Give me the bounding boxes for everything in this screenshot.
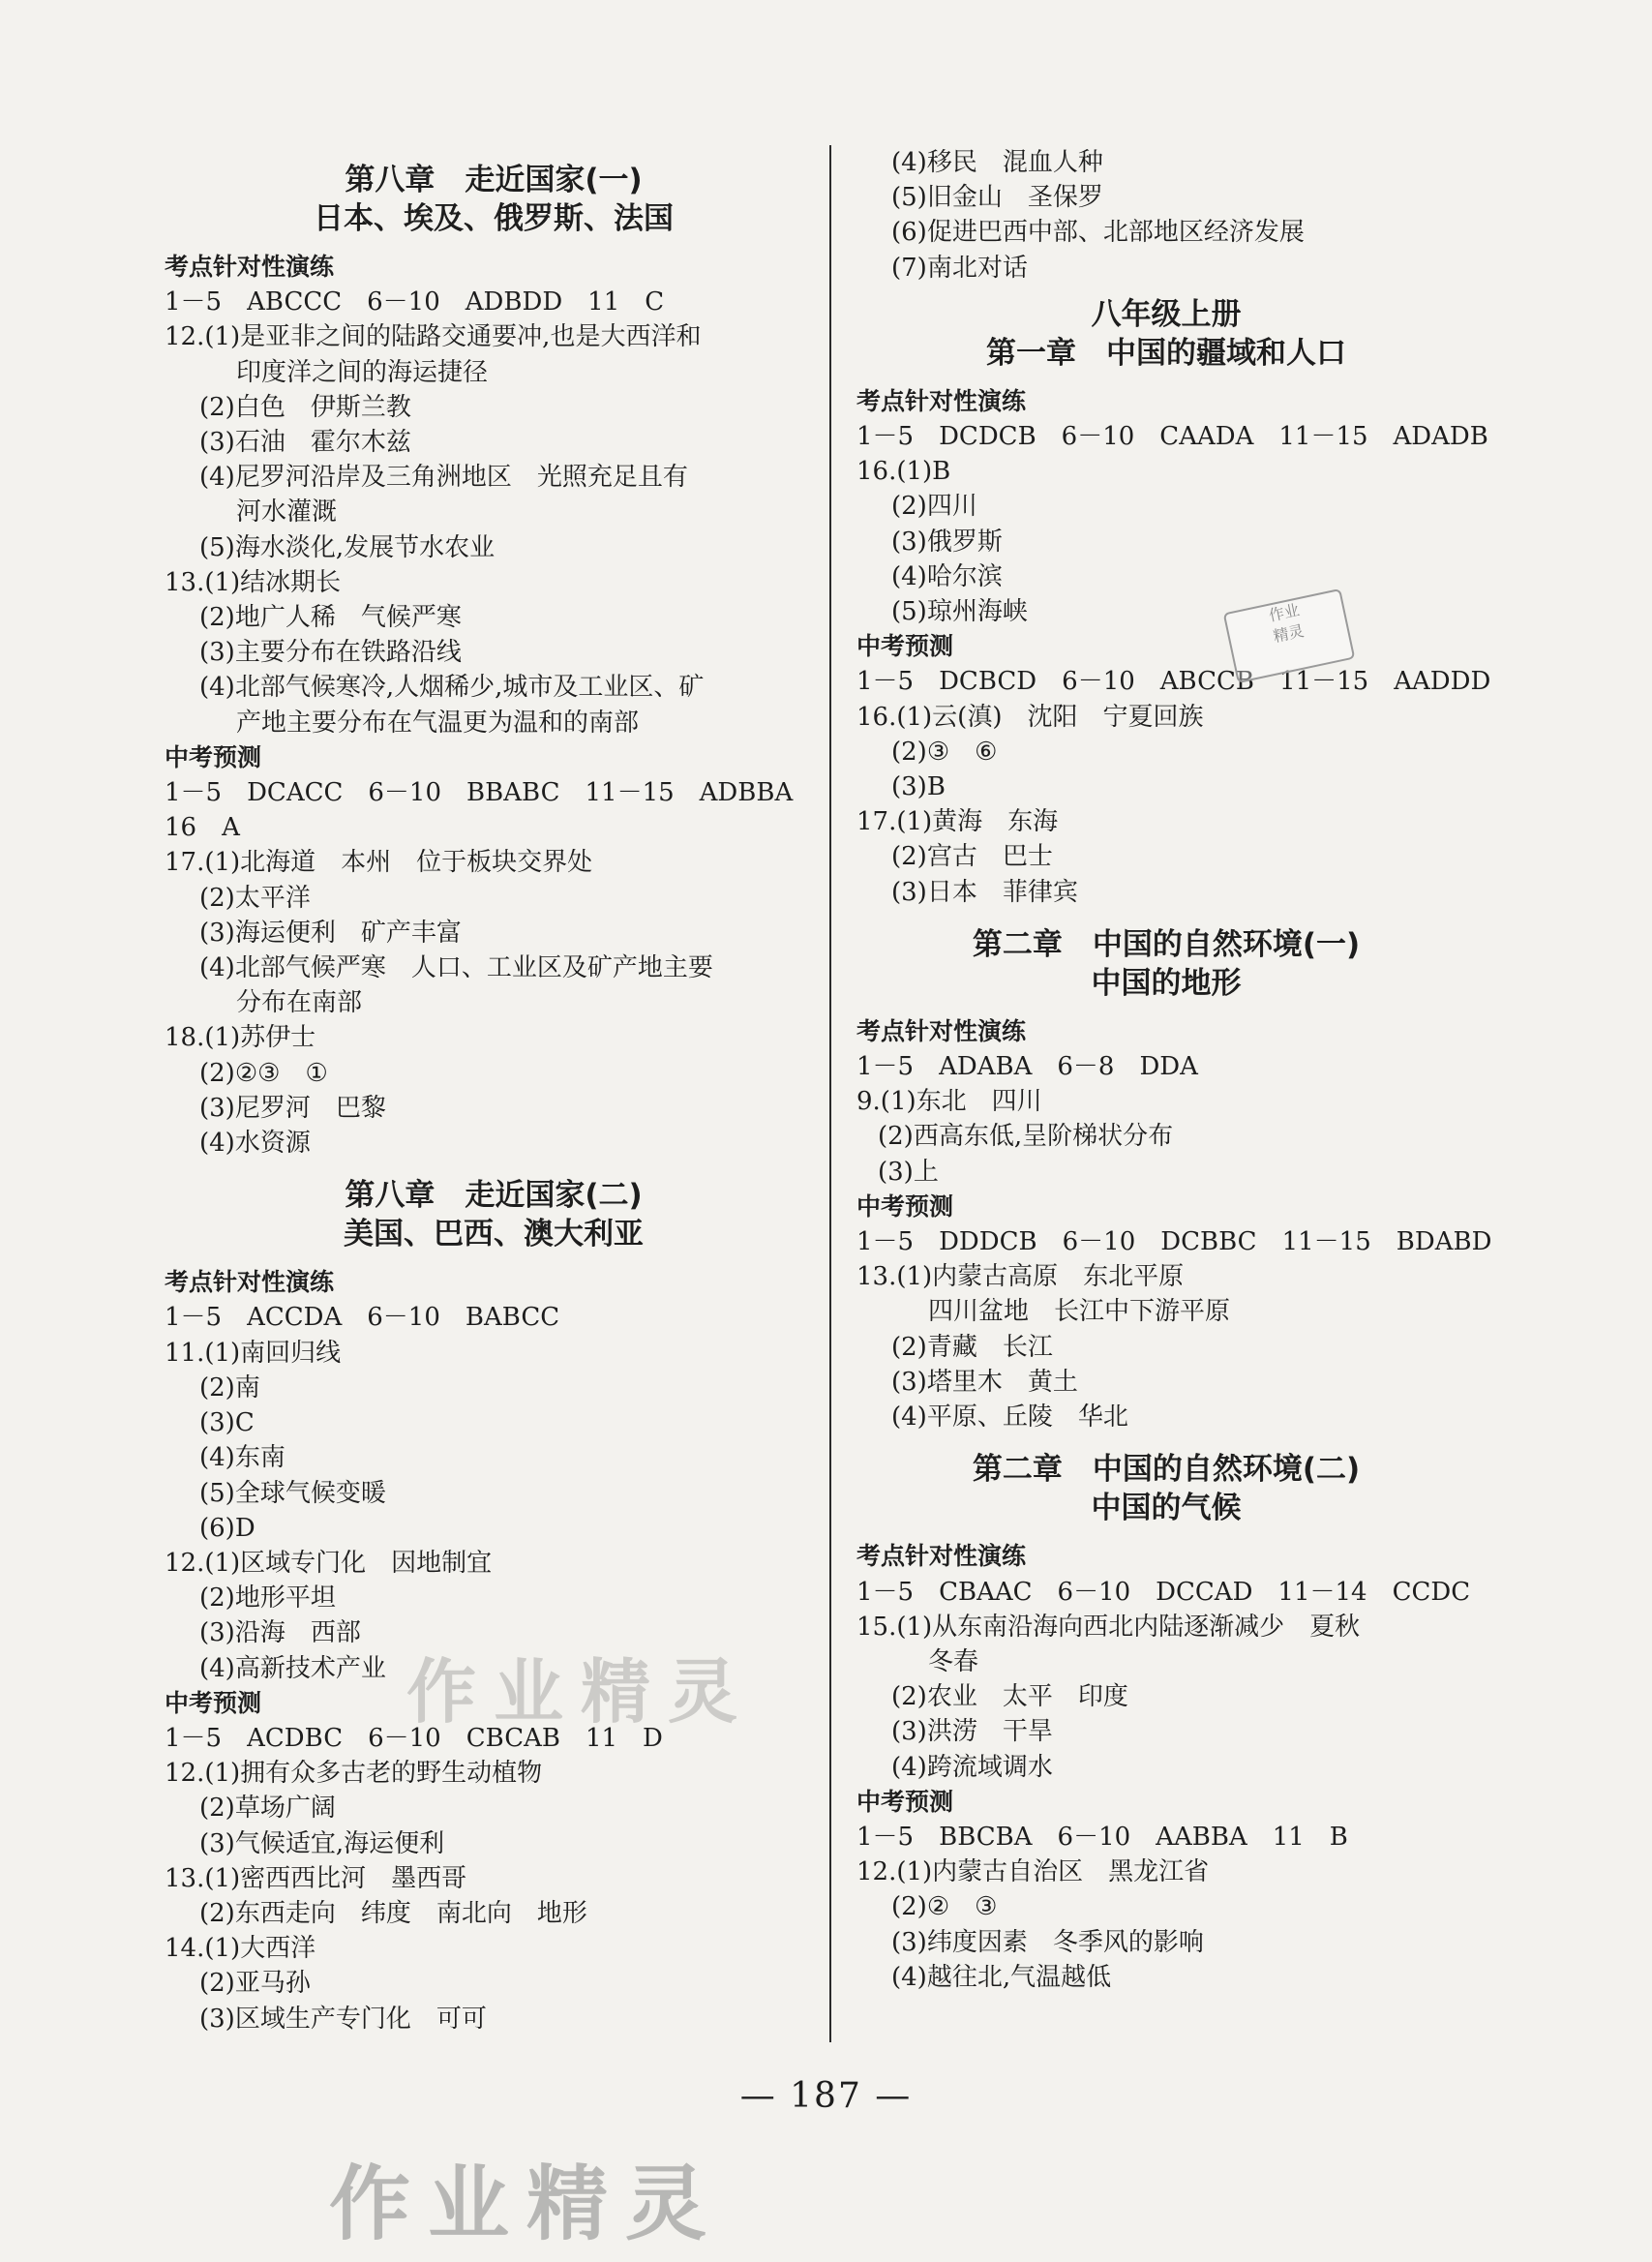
answer-subitem: (3)主要分布在铁路沿线: [199, 638, 462, 668]
answer-subitem: (4)跨流域调水: [891, 1752, 1053, 1782]
chapter-heading: [165, 1176, 823, 1215]
answer-line: 17.(1)北海道 本州 位于板块交界处: [165, 848, 593, 878]
chapter-subtitle: 中国的气候: [1091, 1491, 1242, 1526]
answer-subitem: (4)北部气候严寒 人口、工业区及矿产地主要: [199, 953, 713, 983]
answer-subitem: (2)② ③: [891, 1892, 998, 1922]
answer-subitem: (2)地广人稀 气候严寒: [199, 603, 462, 633]
answer-line: 13.(1)密西西比河 墨西哥: [165, 1863, 467, 1893]
chapter-heading: [856, 1450, 1476, 1489]
answer-subitem: (2)宫古 巴士: [891, 842, 1053, 872]
answer-subitem: (4)越往北,气温越低: [891, 1962, 1112, 1992]
section-heading: 中考预测: [165, 742, 262, 771]
answer-subitem: (2)地形平坦: [199, 1583, 336, 1614]
answer-subitem: (2)西高东低,呈阶梯状分布: [878, 1122, 1174, 1152]
chapter-subtitle: 中国的地形: [1091, 965, 1242, 1001]
answer-subitem: (3)俄罗斯: [891, 527, 1003, 557]
answer-subitem: (4)北部气候寒冷,人烟稀少,城市及工业区、矿: [199, 673, 705, 703]
answer-subitem: (3)海运便利 矿产丰富: [199, 918, 462, 948]
answer-subitem: (3)沿海 西部: [199, 1618, 361, 1648]
answer-subitem: (6)D: [199, 1513, 255, 1543]
chapter-subtitle: 日本、埃及、俄罗斯、法国: [314, 201, 674, 236]
page-number: — 187 —: [739, 2076, 913, 2116]
answer-subitem: (3)气候适宜,海运便利: [199, 1828, 445, 1858]
answer-subitem: (3)石油 霍尔木兹: [199, 428, 411, 458]
section-heading: 考点针对性演练: [165, 253, 335, 281]
answer-subitem: (3)洪涝 干旱: [891, 1717, 1053, 1747]
answer-subitem: (4)水资源: [199, 1129, 311, 1159]
answer-line: 1－5 DDDCB 6－10 DCBBC 11－15 BDABD: [856, 1227, 1492, 1257]
answer-subitem: (5)海水淡化,发展节水农业: [199, 532, 496, 562]
answer-line: 1－5 ABCCC 6－10 ADBDD 11 C: [165, 287, 665, 317]
answer-subitem: (6)促进巴西中部、北部地区经济发展: [891, 218, 1305, 248]
answer-line: 13.(1)内蒙古高原 东北平原: [856, 1262, 1185, 1292]
answer-subitem: (4)高新技术产业: [199, 1653, 386, 1683]
answer-subitem: (5)旧金山 圣保罗: [891, 183, 1103, 213]
answer-subitem: (2)③ ⑥: [891, 737, 998, 767]
answer-line: 16.(1)B: [856, 457, 951, 487]
answer-subitem: (5)全球气候变暖: [199, 1478, 386, 1508]
answer-subitem: (4)移民 混血人种: [891, 148, 1103, 177]
chapter-title: 第二章 中国的自然环境(一): [972, 926, 1361, 962]
section-heading: 考点针对性演练: [856, 386, 1027, 415]
answer-subitem: (2)农业 太平 印度: [891, 1682, 1128, 1712]
answer-line: 16 A: [165, 813, 240, 843]
answer-line: 1－5 ACDBC 6－10 CBCAB 11 D: [165, 1723, 663, 1753]
answer-continuation: 四川盆地 长江中下游平原: [928, 1297, 1231, 1327]
answer-continuation: 冬春: [928, 1646, 979, 1676]
answer-continuation: 产地主要分布在气温更为温和的南部: [236, 708, 640, 738]
answer-subitem: (3)尼罗河 巴黎: [199, 1093, 386, 1123]
watermark: 作业精灵: [406, 1651, 756, 1733]
answer-line: 11.(1)南回归线: [165, 1338, 342, 1368]
answer-subitem: (4)尼罗河沿岸及三角洲地区 光照充足且有: [199, 463, 688, 493]
answer-subitem: (3)C: [199, 1408, 255, 1438]
section-heading: 中考预测: [856, 632, 954, 661]
answer-subitem: (2)东西走向 纬度 南北向 地形: [199, 1898, 587, 1928]
answer-subitem: (3)纬度因素 冬季风的影响: [891, 1927, 1204, 1957]
answer-continuation: 印度洋之间的海运捷径: [236, 357, 489, 387]
left-column: [165, 145, 823, 2036]
answer-subitem: (2)太平洋: [199, 883, 311, 913]
chapter-subtitle: 美国、巴西、澳大利亚: [344, 1217, 644, 1252]
answer-line: 14.(1)大西洋: [165, 1934, 316, 1964]
answer-line: 12.(1)是亚非之间的陆路交通要冲,也是大西洋和: [165, 322, 702, 352]
section-heading: 中考预测: [165, 1688, 262, 1717]
answer-line: 1－5 DCDCB 6－10 CAADA 11－15 ADADB: [856, 422, 1488, 452]
answer-continuation: 河水灌溉: [236, 498, 338, 528]
answer-line: 15.(1)从东南沿海向西北内陆逐渐减少 夏秋: [856, 1612, 1361, 1642]
answer-subitem: (7)南北对话: [891, 253, 1028, 283]
answer-continuation: 分布在南部: [236, 988, 363, 1018]
answer-line: 18.(1)苏伊士: [165, 1023, 316, 1053]
answer-line: 12.(1)拥有众多古老的野生动植物: [165, 1759, 543, 1789]
answer-line: 17.(1)黄海 东海: [856, 807, 1059, 837]
section-heading: 考点针对性演练: [165, 1268, 335, 1297]
answer-line: 9.(1)东北 四川: [856, 1087, 1042, 1117]
answer-line: 1－5 ACCDA 6－10 BABCC: [165, 1303, 560, 1333]
answer-subitem: (2)草场广阔: [199, 1794, 336, 1824]
answer-line: 13.(1)结冰期长: [165, 567, 342, 597]
answer-subitem: (3)上: [878, 1157, 939, 1187]
chapter-title: 第二章 中国的自然环境(二): [972, 1452, 1361, 1488]
section-heading: 考点针对性演练: [856, 1016, 1027, 1045]
answer-subitem: (3)日本 菲律宾: [891, 877, 1078, 907]
chapter-title: 第八章 走近国家(二): [345, 1178, 643, 1214]
answer-subitem: (4)哈尔滨: [891, 561, 1003, 591]
answer-subitem: (2)四川: [891, 492, 977, 522]
answer-subitem: (3)塔里木 黄土: [891, 1367, 1078, 1397]
section-heading: 考点针对性演练: [856, 1542, 1027, 1571]
answer-subitem: (4)平原、丘陵 华北: [891, 1402, 1128, 1433]
answer-subitem: (2)亚马孙: [199, 1969, 311, 1999]
chapter-heading: [165, 161, 823, 199]
answer-line: 1－5 BBCBA 6－10 AABBA 11 B: [856, 1822, 1348, 1852]
grade-heading: 八年级上册: [1091, 296, 1242, 332]
watermark: 作业精灵: [329, 2156, 725, 2251]
answer-subitem: (4)东南: [199, 1443, 285, 1473]
chapter-heading: [856, 925, 1476, 964]
answer-subitem: (3)B: [891, 772, 946, 802]
section-heading: 中考预测: [856, 1191, 954, 1221]
chapter-title: 第八章 走近国家(一): [345, 163, 643, 197]
answer-line: 1－5 DCACC 6－10 BBABC 11－15 ADBBA: [165, 778, 794, 808]
answer-line: 1－5 DCBCD 6－10 ABCCB 11－15 AADDD: [856, 667, 1491, 697]
answer-subitem: (2)青藏 长江: [891, 1332, 1053, 1362]
answer-subitem: (3)区域生产专门化 可可: [199, 2004, 487, 2034]
column-divider: [829, 145, 831, 2042]
right-column: [856, 145, 1492, 1995]
chapter-title: 第一章 中国的疆域和人口: [986, 335, 1346, 371]
answer-subitem: (5)琼州海峡: [891, 597, 1028, 627]
answer-line: 12.(1)内蒙古自治区 黑龙江省: [856, 1857, 1210, 1887]
answer-subitem: (2)南: [199, 1372, 260, 1402]
answer-subitem: (2)②③ ①: [199, 1058, 328, 1088]
answer-line: 1－5 ADABA 6－8 DDA: [856, 1052, 1198, 1082]
answer-line: 1－5 CBAAC 6－10 DCCAD 11－14 CCDC: [856, 1577, 1471, 1607]
section-heading: 中考预测: [856, 1787, 954, 1816]
stamp-logo: 作业 精灵: [1223, 588, 1356, 683]
answer-subitem: (2)白色 伊斯兰教: [199, 392, 411, 422]
answer-line: 12.(1)区域专门化 因地制宜: [165, 1548, 493, 1578]
answer-line: 16.(1)云(滇) 沈阳 宁夏回族: [856, 702, 1204, 732]
